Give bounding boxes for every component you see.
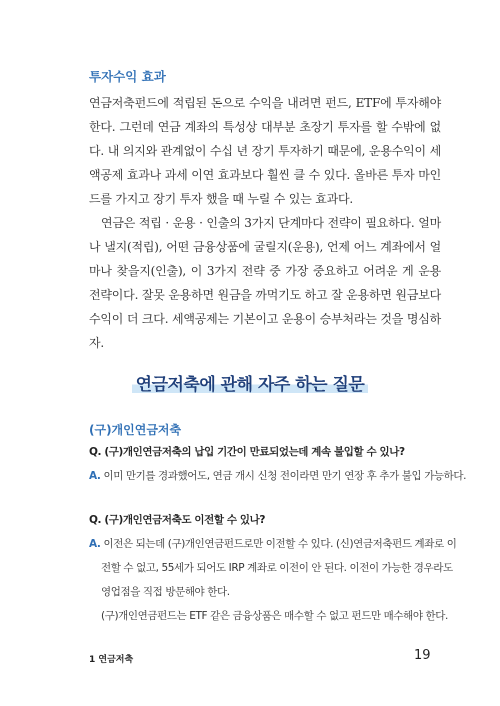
faq-answer-1-line-1: A. 이미 만기를 경과했어도, 연금 개시 신청 전이라면 만기 연장 후 추가 불입 가능하다.	[89, 470, 467, 482]
faq-title-wrapper	[0, 370, 500, 395]
faq-question-1: Q. (구)개인연금저축의 납입 기간이 만료되었는데 계속 불입할 수 있나?	[89, 446, 405, 458]
answer-marker: A.	[89, 538, 101, 550]
faq-answer-2-line-3: 영업점을 직접 방문해야 한다.	[101, 586, 230, 598]
faq-answer-2-line-4: (구)개인연금펀드는 ETF 같은 금융상품은 매수할 수 없고 펀드만 매수해야 한다.	[101, 610, 448, 622]
faq-subheading: (구)개인연금저축	[89, 423, 182, 437]
body-text	[89, 91, 441, 355]
section-heading: 투자수익 효과	[89, 69, 166, 84]
answer-marker: A.	[89, 470, 101, 482]
faq-question-2: Q. (구)개인연금저축도 이전할 수 있나?	[89, 514, 266, 526]
faq-answer-2-line-2: 전할 수 없고, 55세가 되어도 IRP 계좌로 이전이 안 된다. 이전이 가능한 경우라도	[101, 562, 453, 574]
faq-item-2	[89, 508, 457, 628]
page-number: 19	[414, 648, 431, 663]
faq-item-1	[89, 440, 467, 488]
faq-title: 연금저축에 관해 자주 하는 질문	[132, 370, 369, 395]
footer-chapter-label: 1 연금저축	[89, 655, 134, 665]
paragraph-strategy: 연금은 적립 · 운용 · 인출의 3가지 단계마다 전략이 필요하다. 얼마나 낼지(적립), 어떤 금융상품에 굴릴지(운용), 언제 어느 계좌에서 얼마나 찾을지(인출), 이 3가지 전략 중 가장 중요하고 어려운 게 운용 전략이다. 잘못 운용하면 원금을 까먹기도 하고 잘 운용하면 원금보다 수익이 더 크다. 세액공제는 기본이고 운용이 승부처라는 것을 명심하자.	[89, 216, 441, 350]
faq-answer-2-line-1: A. 이전은 되는데 (구)개인연금펀드로만 이전할 수 있다. (신)연금저축펀드 계좌로 이	[89, 538, 457, 550]
paragraph-investment-effect: 연금저축펀드에 적립된 돈으로 수익을 내려면 펀드, ETF에 투자해야 한다. 그런데 연금 계좌의 특성상 대부분 초장기 투자를 할 수밖에 없다. 내 의지와 관계없이 수십 년 장기 투자하기 때문에, 운용수익이 세액공제 효과나 과세 이연 효과보다 훨씬 클 수 있다. 올바른 투자 마인드를 가지고 장기 투자 했을 때 누릴 수 있는 효과다.	[89, 96, 441, 206]
